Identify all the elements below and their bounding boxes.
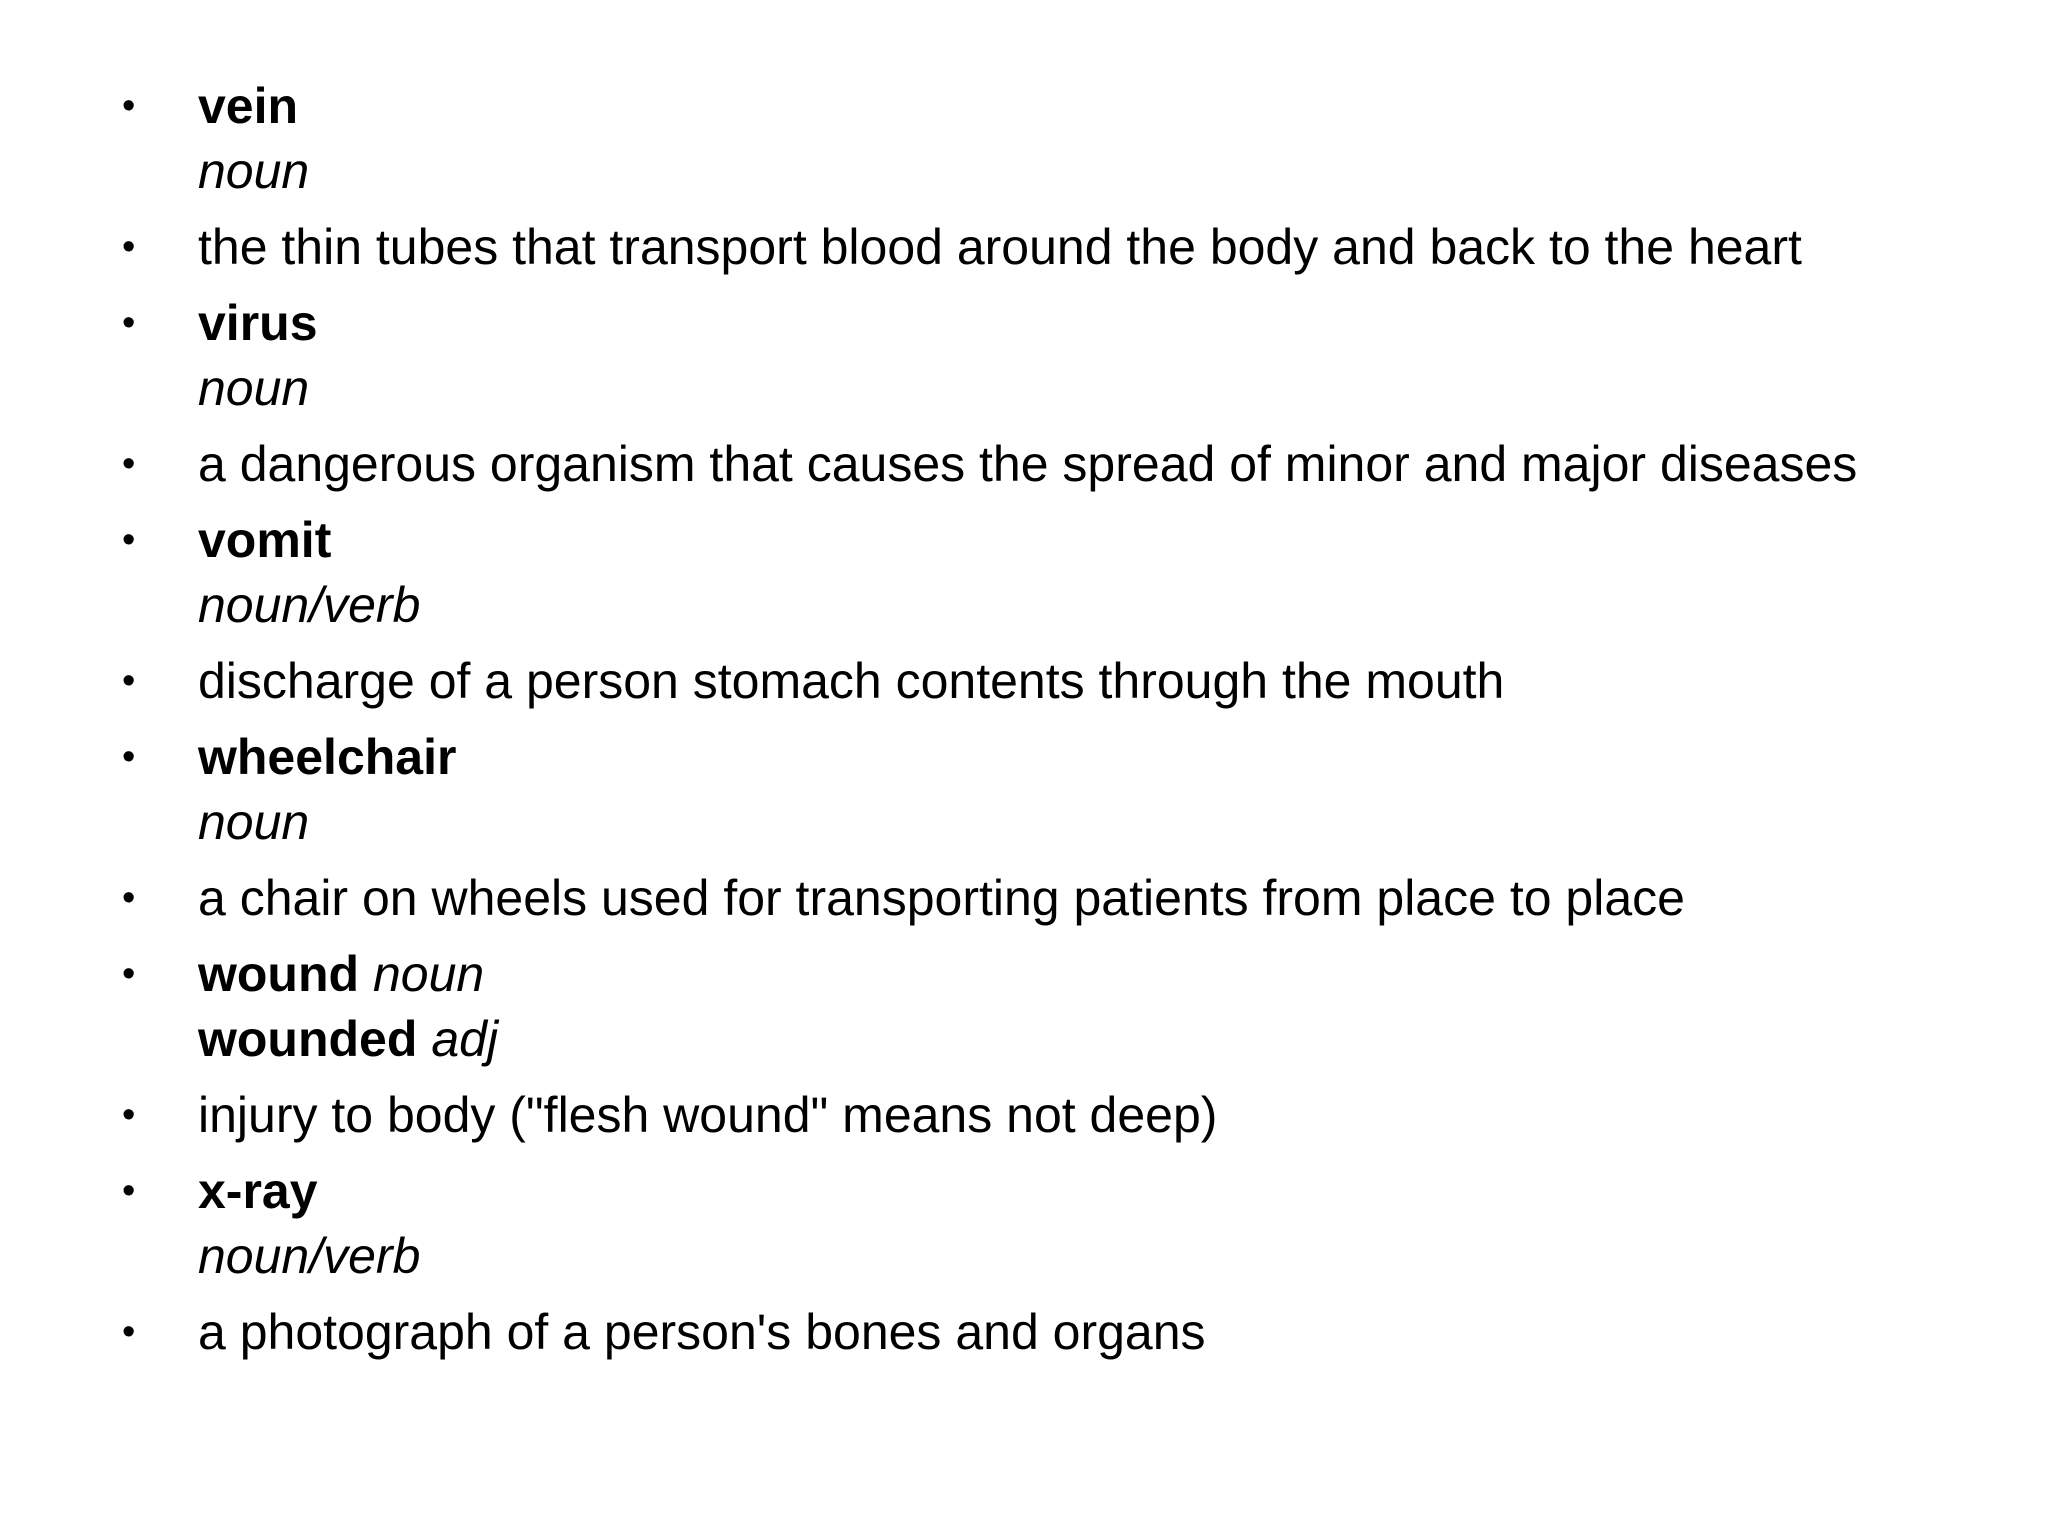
bullet-icon: •	[122, 953, 136, 995]
bullet-icon: •	[122, 226, 136, 268]
definition-text: a photograph of a person's bones and organs	[198, 1304, 1206, 1360]
term-entry	[0, 508, 1900, 638]
text-line	[198, 1224, 420, 1289]
definition-text: discharge of a person stomach contents through the mouth	[198, 653, 1505, 709]
definition-text: a chair on wheels used for transporting patients from place to place	[198, 870, 1685, 926]
spacer-text	[359, 946, 373, 1002]
bullet-icon: •	[122, 85, 136, 127]
text-line	[198, 74, 309, 139]
bullet-icon: •	[122, 443, 136, 485]
part-of-speech: noun	[198, 360, 310, 416]
term-block	[198, 1159, 420, 1289]
definition-entry	[0, 432, 1900, 497]
definition-text: the thin tubes that transport blood around the body and back to the heart	[198, 219, 1802, 275]
term-word: virus	[198, 295, 318, 351]
bullet-icon: •	[122, 1311, 136, 1353]
text-line	[198, 215, 1802, 280]
term-word: wounded	[198, 1011, 418, 1067]
bullet-icon: •	[122, 660, 136, 702]
text-line	[198, 649, 1504, 714]
text-line	[198, 139, 309, 204]
definition-text-block	[198, 866, 1685, 931]
definition-text-block	[198, 649, 1504, 714]
term-block	[198, 942, 498, 1072]
text-line	[198, 1007, 498, 1072]
text-line	[198, 1083, 1217, 1148]
part-of-speech: noun/verb	[198, 577, 421, 633]
definition-entry	[0, 866, 1900, 931]
bullet-icon: •	[122, 1170, 136, 1212]
term-block	[198, 291, 318, 421]
part-of-speech: noun/verb	[198, 1228, 421, 1284]
definition-text-block	[198, 215, 1802, 280]
text-line	[198, 866, 1685, 931]
text-line	[198, 790, 456, 855]
text-line	[198, 942, 498, 1007]
definition-text-block	[198, 1300, 1206, 1365]
bullet-icon: •	[122, 877, 136, 919]
spacer-text	[417, 1011, 431, 1067]
definition-entry	[0, 215, 1900, 280]
term-entry	[0, 1159, 1900, 1289]
text-line	[198, 725, 456, 790]
text-line	[198, 1300, 1206, 1365]
term-word: vein	[198, 78, 299, 134]
term-entry	[0, 291, 1900, 421]
part-of-speech: adj	[431, 1011, 499, 1067]
definition-entry	[0, 1083, 1900, 1148]
term-block	[198, 725, 456, 855]
text-line	[198, 432, 1857, 497]
part-of-speech: noun	[198, 143, 310, 199]
definition-text-block	[198, 432, 1857, 497]
text-line	[198, 573, 420, 638]
definition-text: injury to body ("flesh wound" means not deep)	[198, 1087, 1218, 1143]
definition-text-block	[198, 1083, 1217, 1148]
term-entry	[0, 725, 1900, 855]
bullet-icon: •	[122, 519, 136, 561]
term-word: vomit	[198, 512, 332, 568]
definition-entry	[0, 1300, 1900, 1365]
term-word: x-ray	[198, 1163, 318, 1219]
text-line	[198, 508, 420, 573]
term-word: wheelchair	[198, 729, 457, 785]
term-block	[198, 74, 309, 204]
term-word: wound	[198, 946, 360, 1002]
definition-text: a dangerous organism that causes the spread of minor and major diseases	[198, 436, 1858, 492]
bullet-icon: •	[122, 1094, 136, 1136]
text-line	[198, 356, 318, 421]
term-entry	[0, 74, 1900, 204]
part-of-speech: noun	[372, 946, 485, 1002]
bullet-icon: •	[122, 736, 136, 778]
part-of-speech: noun	[198, 794, 310, 850]
definition-entry	[0, 649, 1900, 714]
text-line	[198, 1159, 420, 1224]
term-block	[198, 508, 420, 638]
term-entry	[0, 942, 1900, 1072]
bullet-icon: •	[122, 302, 136, 344]
text-line	[198, 291, 318, 356]
